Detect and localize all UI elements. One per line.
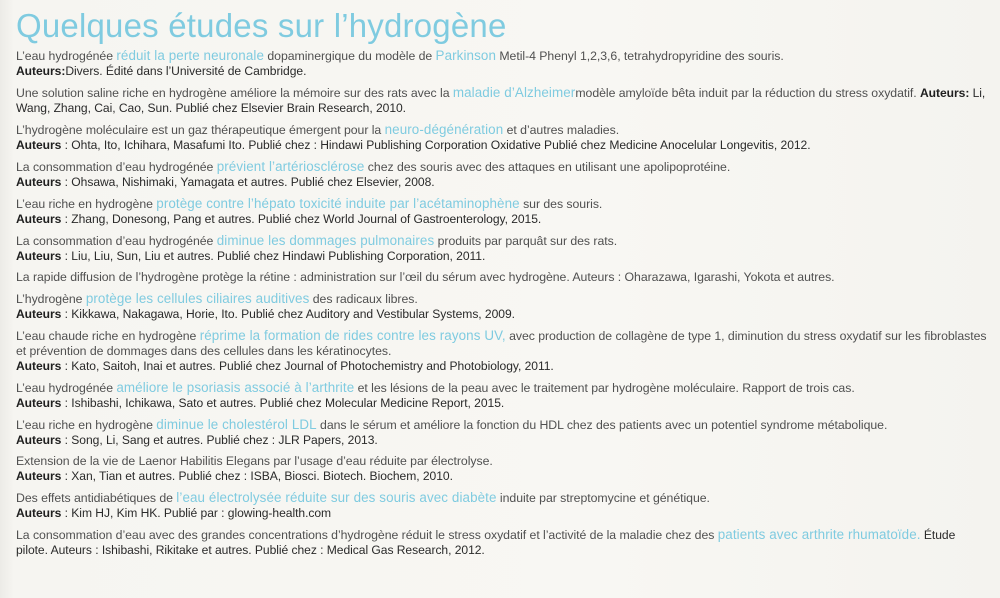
- study-description: [16, 122, 990, 138]
- desc-text: avec production de collagène de type 1, diminution du stress oxydatif sur les fibroblastes et prévention de dommages dans des cellules dans les kératinocytes.: [16, 329, 987, 358]
- source-text: : Kato, Saitoh, Inai et autres. Publié chez Journal of Photochemistry and Photobiology, 2011.: [61, 359, 554, 373]
- desc-text: L’hydrogène moléculaire est un gaz thérapeutique émergent pour la: [16, 123, 385, 137]
- highlight-text: diminue les dommages pulmonaires: [216, 233, 435, 248]
- desc-text: L’eau hydrogénée: [16, 381, 117, 395]
- study-source: [16, 212, 990, 227]
- study-description: [16, 380, 990, 396]
- source-text: Divers. Édité dans l’Université de Cambridge.: [65, 64, 307, 78]
- source-text: : Kikkawa, Nakagawa, Horie, Ito. Publié chez Auditory and Vestibular Systems, 2009.: [61, 307, 515, 321]
- study-source: [16, 175, 990, 190]
- source-text: : Ohta, Ito, Ichihara, Masafumi Ito. Publié chez : Hindawi Publishing Corporation Oxidative Publié chez Medicine Anocelular Longevitis, 2012.: [61, 138, 811, 152]
- study-source: [16, 307, 990, 322]
- highlight-text: améliore le psoriasis associé à l’arthrite: [116, 380, 355, 395]
- source-text: : Xan, Tian et autres. Publié chez : ISBA, Biosci. Biotech. Biochem, 2010.: [61, 469, 453, 483]
- desc-text: et d’autres maladies.: [503, 123, 620, 137]
- source-text: : Ishibashi, Ichikawa, Sato et autres. Publié chez Molecular Medicine Report, 2015.: [61, 396, 505, 410]
- study-entry: [16, 159, 990, 190]
- highlight-text: réprime la formation de rides contre les rayons UV,: [199, 328, 506, 343]
- source-text: : Ohsawa, Nishimaki, Yamagata et autres. Publié chez Elsevier, 2008.: [61, 175, 435, 189]
- study-description: [16, 291, 990, 307]
- study-source: [16, 506, 990, 521]
- authors-label: Auteurs: [16, 175, 62, 189]
- desc-text: L’hydrogène: [16, 292, 86, 306]
- desc-text: Metil-4 Phenyl 1,2,3,6, tetrahydropyridine des souris.: [496, 49, 784, 63]
- authors-label: Auteurs:: [919, 86, 970, 100]
- source-text: : Zhang, Donesong, Pang et autres. Publié chez World Journal of Gastroenterology, 2015.: [61, 212, 542, 226]
- desc-text: Extension de la vie de Laenor Habilitis Elegans par l’usage d’eau réduite par électrolyse.: [16, 454, 493, 468]
- desc-text: dans le sérum et améliore la fonction du HDL chez des patients avec un potentiel syndrome métabolique.: [316, 418, 888, 432]
- desc-text: sur des souris.: [519, 197, 603, 211]
- authors-label: Auteurs: [16, 212, 62, 226]
- study-description: [16, 490, 990, 506]
- study-description: [16, 527, 990, 558]
- desc-text: des radicaux libres.: [309, 292, 418, 306]
- desc-text: dopaminergique du modèle de: [264, 49, 436, 63]
- study-entry: [16, 270, 990, 285]
- study-entry: [16, 122, 990, 153]
- source-text: Étude pilote. Auteurs : Ishibashi, Rikitake et autres. Publié chez : Medical Gas Research, 2012.: [16, 528, 956, 557]
- source-text: Li, Wang, Zhang, Cai, Cao, Sun. Publié chez Elsevier Brain Research, 2010.: [16, 86, 986, 115]
- study-description: [16, 85, 990, 116]
- study-description: [16, 196, 990, 212]
- study-entry: [16, 454, 990, 484]
- highlight-text: protège contre l’hépato toxicité induite par l’acétaminophène: [156, 196, 520, 211]
- study-entry: [16, 48, 990, 79]
- desc-text: induite par streptomycine et génétique.: [496, 491, 710, 505]
- study-source: [16, 64, 990, 79]
- desc-text: Des effets antidiabétiques de: [16, 491, 177, 505]
- study-source: [16, 138, 990, 153]
- desc-text: chez des souris avec des attaques en utilisant une apolipoprotéine.: [364, 160, 731, 174]
- study-source: [16, 396, 990, 411]
- authors-label: Auteurs: [16, 249, 62, 263]
- desc-text: La consommation d’eau hydrogénée: [16, 234, 217, 248]
- study-description: [16, 270, 990, 285]
- study-source: [16, 433, 990, 448]
- desc-text: L’eau riche en hydrogène: [16, 197, 157, 211]
- desc-text: produits par parquât sur des rats.: [434, 234, 618, 248]
- page-title: Quelques études sur l’hydrogène: [16, 7, 507, 44]
- study-description: [16, 48, 990, 64]
- study-description: [16, 454, 990, 469]
- highlight-text: maladie d’Alzheimer: [452, 85, 576, 100]
- authors-label: Auteurs: [16, 396, 62, 410]
- study-entry: [16, 291, 990, 322]
- desc-text: L’eau riche en hydrogène: [16, 418, 157, 432]
- study-entry: [16, 380, 990, 411]
- study-entry: [16, 490, 990, 521]
- study-entry: [16, 196, 990, 227]
- authors-label: Auteurs: [16, 433, 62, 447]
- authors-label: Auteurs: [16, 469, 62, 483]
- highlight-text: prévient l’artériosclérose: [216, 159, 365, 174]
- highlight-text: neuro-dégénération: [384, 122, 504, 137]
- highlight-text: Parkinson: [435, 48, 496, 63]
- desc-text: La rapide diffusion de l’hydrogène protège la rétine : administration sur l’œil du sérum avec hydrogène. Auteurs : Oharazawa, Igarashi, Yokota et autres.: [16, 270, 835, 284]
- highlight-text: protège les cellules ciliaires auditives: [85, 291, 310, 306]
- highlight-text: patients avec arthrite rhumatoïde.: [717, 527, 921, 542]
- study-source: [16, 249, 990, 264]
- authors-label: Auteurs:: [16, 64, 66, 78]
- study-list: [16, 48, 990, 558]
- desc-text: La consommation d’eau avec des grandes concentrations d’hydrogène réduit le stress oxydatif et l’activité de la maladie chez des: [16, 528, 718, 542]
- authors-label: Auteurs: [16, 138, 62, 152]
- source-text: : Song, Li, Sang et autres. Publié chez : JLR Papers, 2013.: [61, 433, 378, 447]
- desc-text: modèle amyloïde bêta induit par la réduction du stress oxydatif.: [575, 86, 917, 100]
- study-description: [16, 233, 990, 249]
- desc-text: et les lésions de la peau avec le traitement par hydrogène moléculaire. Rapport de trois cas.: [354, 381, 855, 395]
- study-entry: [16, 417, 990, 448]
- study-entry: [16, 85, 990, 116]
- highlight-text: réduit la perte neuronale: [116, 48, 265, 63]
- study-description: [16, 417, 990, 433]
- highlight-text: l’eau électrolysée réduite sur des souris avec diabète: [176, 490, 497, 505]
- study-entry: [16, 527, 990, 558]
- authors-label: Auteurs: [16, 506, 62, 520]
- study-source: [16, 469, 990, 484]
- study-entry: [16, 328, 990, 374]
- desc-text: La consommation d’eau hydrogénée: [16, 160, 217, 174]
- desc-text: Une solution saline riche en hydrogène améliore la mémoire sur des rats avec la: [16, 86, 453, 100]
- study-description: [16, 328, 990, 359]
- highlight-text: diminue le cholestérol LDL: [156, 417, 317, 432]
- source-text: : Liu, Liu, Sun, Liu et autres. Publié chez Hindawi Publishing Corporation, 2011.: [61, 249, 486, 263]
- desc-text: L’eau hydrogénée: [16, 49, 117, 63]
- source-text: : Kim HJ, Kim HK. Publié par : glowing-health.com: [61, 506, 332, 520]
- desc-text: L’eau chaude riche en hydrogène: [16, 329, 200, 343]
- study-description: [16, 159, 990, 175]
- authors-label: Auteurs: [16, 307, 62, 321]
- study-entry: [16, 233, 990, 264]
- study-source: [16, 359, 990, 374]
- authors-label: Auteurs: [16, 359, 62, 373]
